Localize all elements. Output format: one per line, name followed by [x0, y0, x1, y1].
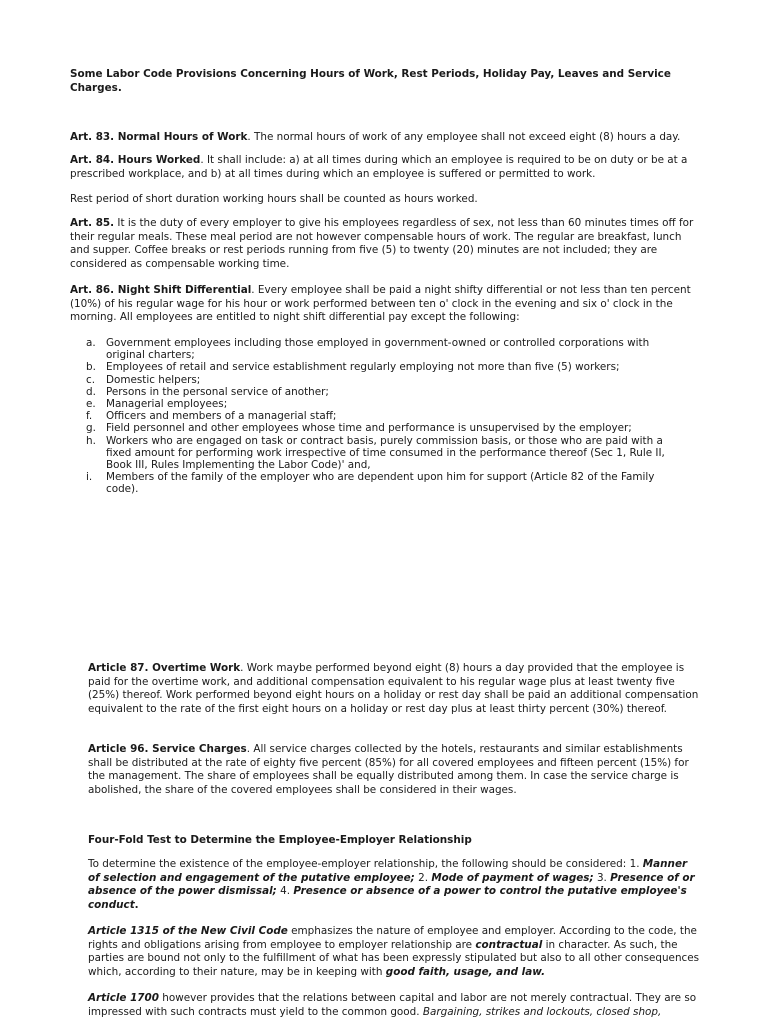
list-item [86, 386, 686, 398]
list-marker: g. [86, 422, 96, 435]
fourfold-test-4: Presence or absence of a power to control the putative employee's conduct [88, 885, 687, 911]
list-item [86, 471, 686, 495]
fourfold-heading: Four-Fold Test to Determine the Employee-Employer Relationship [88, 834, 472, 846]
art-1700-ref: Article 1700 [88, 992, 159, 1004]
fourfold-test-2: Mode of payment of wages; [431, 871, 594, 884]
art-83-heading: Art. 83. Normal Hours of Work [70, 131, 248, 143]
list-item [86, 435, 686, 472]
list-marker: b. [86, 361, 96, 374]
art-87-paragraph [88, 662, 702, 716]
art-84-paragraph [70, 154, 702, 181]
list-marker: e. [86, 398, 96, 411]
list-item-text: Workers who are engaged on task or contract basis, purely commission basis, or those who are paid with a fixed amount for performing work irrespective of time consumed in the performance thereof (Sec 1, Rule II, Book III, Rules Implementing the Labor Code)' and, [106, 434, 665, 472]
list-item [86, 398, 686, 410]
art-86-text: . Every employee shall be paid a night shifty differential or not less than ten percent (10%) of his regular wage for his hour or work performed between ten o' clock in the evening and six o' clock in the morning. All employees are entitled to night shift differential pay except the following: [70, 284, 691, 324]
art-1700-paragraph [88, 992, 702, 1019]
art-85-text: It is the duty of every employer to give his employees regardless of sex, not less than 60 minutes times off for their regular meals. These meal period are not however compensable hours of work. The regular are breakfast, lunch and supper. Coffee breaks or rest periods running from five (5) to twenty (20) minutes are not included; they are considered as compensable working time. [70, 217, 694, 270]
list-item-text: Domestic helpers; [106, 373, 201, 386]
art-1700-text: however provides that the relations between capital and labor are not merely contractual. They are so impressed with such contracts must yield to the common good. [88, 992, 697, 1018]
art-96-paragraph [88, 743, 702, 797]
rest-period-paragraph: Rest period of short duration working hours shall be counted as hours worked. [70, 193, 478, 205]
fourfold-intro: To determine the existence of the employee-employer relationship, the following should be considered: 1. [88, 858, 643, 870]
document-title: Some Labor Code Provisions Concerning Hours of Work, Rest Periods, Holiday Pay, Leaves and Service Charges. [70, 68, 671, 94]
list-item-text: Field personnel and other employees whose time and performance is unsupervised by the employer; [106, 422, 632, 435]
list-item [86, 361, 686, 373]
list-marker: c. [86, 373, 96, 386]
fourfold-paragraph [88, 858, 702, 912]
art-83-text: . The normal hours of work of any employee shall not exceed eight (8) hours a day. [247, 131, 681, 143]
list-marker: a. [86, 337, 96, 349]
art-1315-paragraph [88, 925, 702, 979]
art-85-heading: Art. 85. [70, 217, 115, 229]
fourfold-number-4: 4. [276, 885, 294, 898]
list-item-text: Officers and members of a managerial staff; [106, 410, 337, 423]
list-item-text: Employees of retail and service establishment regularly employing not more than five (5) workers; [106, 361, 620, 374]
list-item [86, 410, 686, 422]
art-96-heading: Article 96. Service Charges [88, 743, 247, 755]
art-96-text: . All service charges collected by the hotels, restaurants and similar establishments shall be distributed at the rate of eighty five percent (85%) for all covered employees and fifteen percent (15%) for the management. The share of employees shall be equally distributed among them. In case the service charge is abolished, the share of the covered employees shall be considered in their wages. [88, 743, 689, 796]
list-item-text: Government employees including those employed in government-owned or controlled corporations with original charters; [106, 337, 650, 362]
art-86-paragraph [70, 284, 702, 325]
list-item-text: Persons in the personal service of another; [106, 385, 329, 398]
fourfold-end: . [134, 898, 139, 911]
list-marker: d. [86, 385, 96, 398]
fourfold-test-3: Presence of or absence of the power dismissal; [88, 871, 695, 898]
fourfold-number-2: 2. [414, 871, 432, 884]
list-marker: f. [86, 410, 93, 423]
list-item-text: Members of the family of the employer who are dependent upon him for support (Article 82 of the Family code). [106, 471, 655, 496]
list-marker: h. [86, 434, 96, 447]
art-1315-text-2: in character. As such, the parties are bound not only to the fulfillment of what has been expressly stipulated but also to all other consequences which, according to their nature, may be in keeping with [88, 938, 700, 978]
art-86-heading: Art. 86. Night Shift Differential [70, 284, 252, 296]
art-1315-text-1: emphasizes the nature of employee and employer. According to the code, the rights and obligations arising from employee to employer relationship are [88, 925, 697, 951]
art-1315-contractual: contractual [475, 938, 543, 951]
art-1315-good-faith: good faith, usage, and law. [385, 965, 546, 978]
art-83-paragraph [70, 131, 702, 145]
list-item-text: Managerial employees; [106, 398, 228, 411]
list-item [86, 422, 686, 434]
art-1700-keywords: Bargaining, strikes and lockouts, closed shop, [422, 1005, 662, 1018]
fourfold-number-3: 3. [593, 871, 611, 884]
exceptions-list [86, 337, 686, 496]
art-85-paragraph [70, 217, 702, 271]
art-87-text: . Work maybe performed beyond eight (8) hours a day provided that the employee is paid for the overtime work, and additional compensation equivalent to his regular wage plus at least twenty five (25%) thereof. Work performed beyond eight hours on a holiday or rest day shall be paid an additional compensation equivalent to the rate of the first eight hours on a holiday or rest day plus at least thirty percent (30%) thereof. [88, 662, 699, 715]
fourfold-test-1: Manner of selection and engagement of the putative employee; [88, 858, 688, 884]
art-84-text: . It shall include: a) at all times during which an employee is required to be on duty or be at a prescribed workplace, and b) at all times during which an employee is suffered or permitted to work. [70, 154, 688, 180]
list-marker: i. [86, 471, 93, 484]
art-87-heading: Article 87. Overtime Work [88, 662, 241, 674]
art-84-heading: Art. 84. Hours Worked [70, 154, 201, 166]
list-item [86, 374, 686, 386]
list-item [86, 337, 686, 361]
art-1315-ref: Article 1315 of the New Civil Code [88, 925, 288, 937]
